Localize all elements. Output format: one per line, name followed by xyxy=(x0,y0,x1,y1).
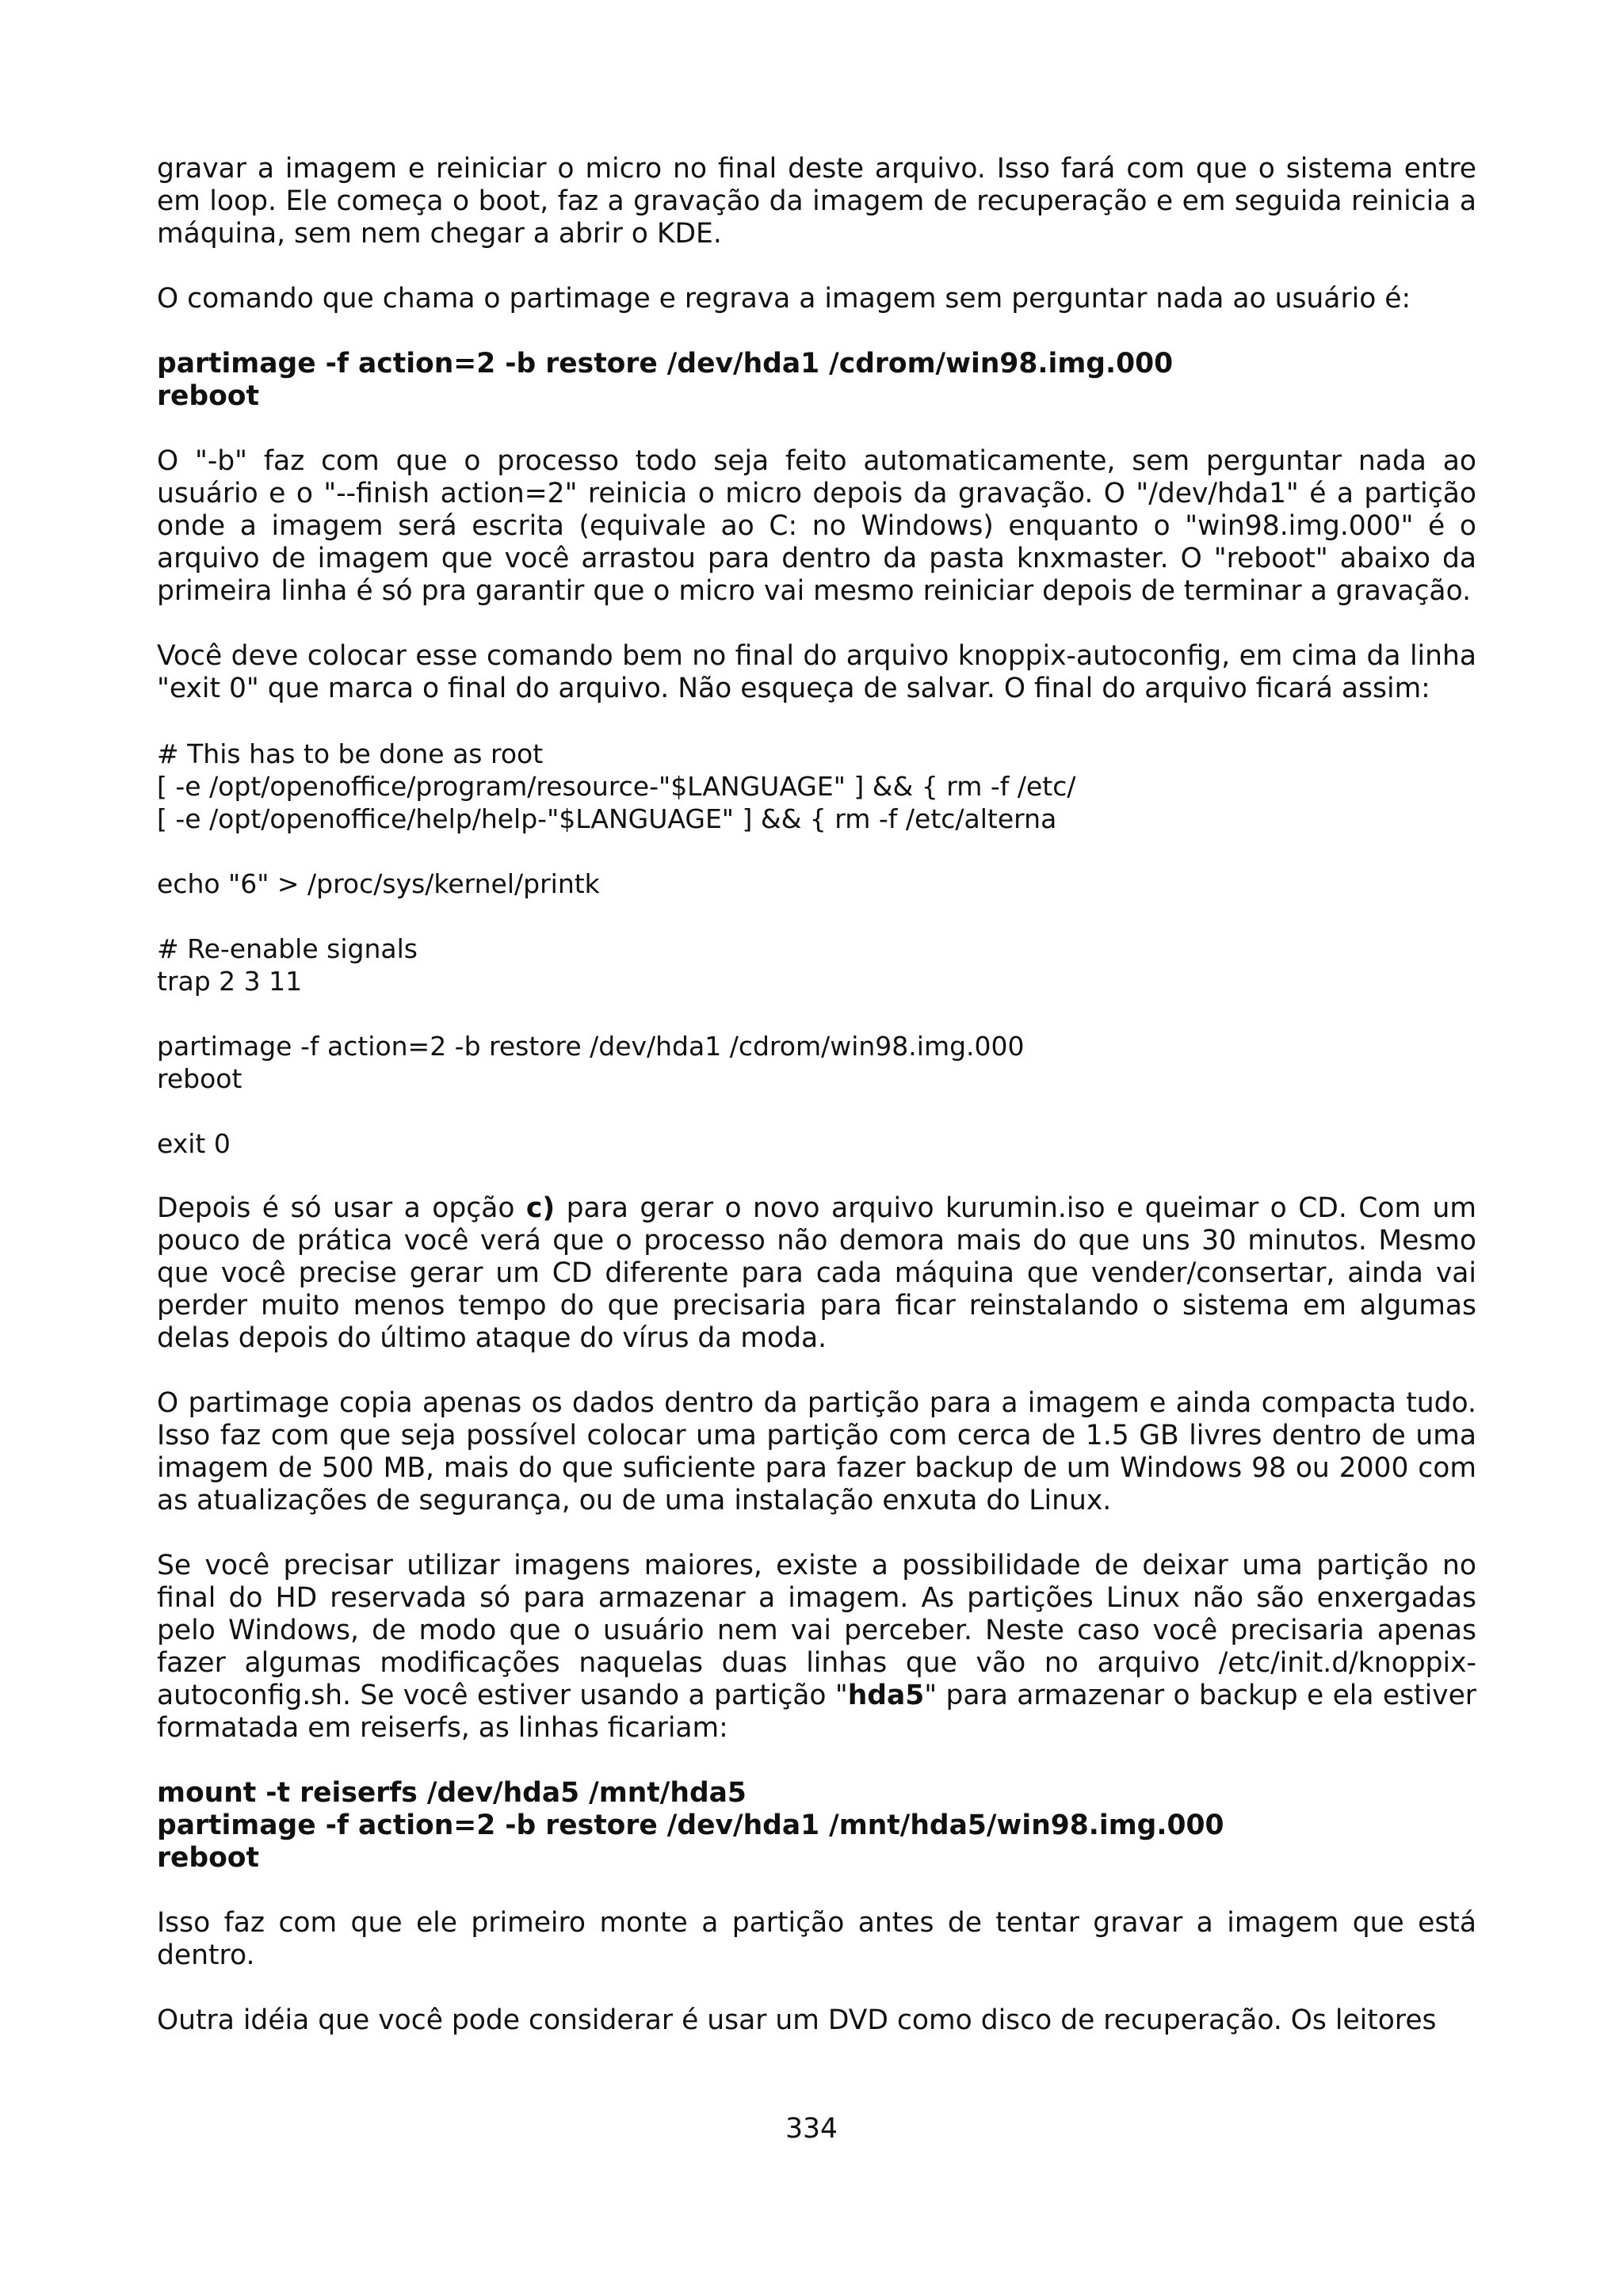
config-line: [ -e /opt/openoffice/program/resource-"$LANGUAGE" ] && { rm -f /etc/ xyxy=(157,771,1076,802)
config-line: [ -e /opt/openoffice/help/help-"$LANGUAGE" ] && { rm -f /etc/alterna xyxy=(157,803,1057,834)
config-line: reboot xyxy=(157,1063,242,1094)
config-line: partimage -f action=2 -b restore /dev/hda1 /cdrom/win98.img.000 xyxy=(157,1031,1025,1062)
paragraph-larger-images xyxy=(157,1550,1476,1745)
command-line: partimage -f action=2 -b restore /dev/hda1 /mnt/hda5/win98.img.000 xyxy=(157,1810,1224,1841)
config-block-exit xyxy=(157,1127,1476,1160)
option-c-bold: c) xyxy=(525,1192,556,1224)
config-line: trap 2 3 11 xyxy=(157,966,303,997)
paragraph-options-explained: O "-b" faz com que o processo todo seja feito automaticamente, sem perguntar nada ao usuário e o "--finish action=2" reinicia o micro depois da gravação. O "/dev/hda1" é a partição onde a imagem será escrita (equivale ao C: no Windows) enquanto o "win98.img.000" é o arquivo de imagem que você arrastou para dentro da pasta knxmaster. O "reboot" abaixo da primeira linha é só pra garantir que o micro vai mesmo reiniciar depois de terminar a gravação. xyxy=(157,445,1476,607)
paragraph-dvd-idea: Outra idéia que você pode considerar é usar um DVD como disco de recuperação. Os leitores xyxy=(157,2004,1437,2036)
text-run: " para armazenar o backup e ela estiver formatada em reiserfs, as linhas ficariam: xyxy=(157,1680,1476,1744)
config-line: # Re-enable signals xyxy=(157,933,418,964)
paragraph-generate-iso xyxy=(157,1192,1476,1355)
command-line: mount -t reiserfs /dev/hda5 /mnt/hda5 xyxy=(157,1777,747,1809)
config-line: echo "6" > /proc/sys/kernel/printk xyxy=(157,868,600,899)
command-line: partimage -f action=2 -b restore /dev/hda1 /cdrom/win98.img.000 xyxy=(157,348,1174,379)
command-block-mount xyxy=(157,1777,1476,1875)
config-block-printk xyxy=(157,868,1476,900)
text-run: para gerar o novo arquivo kurumin.iso e queimar o CD. Com um pouco de prática você verá que o processo não demora mais do que uns 30 minutos. Mesmo que você precise gerar um CD diferente para cada máquina que vender/consertar, ainda vai perder muito menos tempo do que precisaria para ficar reinstalando o sistema em algumas delas depois do último ataque do vírus da moda. xyxy=(157,1192,1476,1354)
command-line: reboot xyxy=(157,380,260,412)
text-run: Depois é só usar a opção xyxy=(157,1192,526,1224)
text-run: Se você precisar utilizar imagens maiores, existe a possibilidade de deixar uma partição no final do HD reservada só para armazenar a imagem. As partições Linux não são enxergadas pelo Windows, de modo que o usuário nem vai perceber. Neste caso você precisaria apenas fazer algumas modificações naquelas duas linhas que vão no arquivo /etc/init.d/knoppix-autoconfig.sh. Se você estiver usando a partição " xyxy=(157,1550,1476,1711)
paragraph-intro: gravar a imagem e reiniciar o micro no final deste arquivo. Isso fará com que o sistema entre em loop. Ele começa o boot, faz a gravação da imagem de recuperação e em seguida reinicia a máquina, sem nem chegar a abrir o KDE. xyxy=(157,153,1476,250)
command-line: reboot xyxy=(157,1842,260,1874)
config-block-signals xyxy=(157,933,1476,997)
document-body xyxy=(157,153,1476,2069)
config-block-partimage xyxy=(157,1030,1476,1095)
page-number: 334 xyxy=(785,2113,838,2145)
paragraph-command-intro: O comando que chama o partimage e regrava a imagem sem perguntar nada ao usuário é: xyxy=(157,283,1411,315)
paragraph-autoconfig: Você deve colocar esse comando bem no final do arquivo knoppix-autoconfig, em cima da linha "exit 0" que marca o final do arquivo. Não esqueça de salvar. O final do arquivo ficará assim: xyxy=(157,640,1476,704)
paragraph-mount-explained: Isso faz com que ele primeiro monte a partição antes de tentar gravar a imagem que está dentro. xyxy=(157,1907,1476,1971)
partition-hda5-bold: hda5 xyxy=(847,1680,925,1711)
config-block-root xyxy=(157,738,1476,835)
paragraph-partimage-compression: O partimage copia apenas os dados dentro da partição para a imagem e ainda compacta tudo. Isso faz com que seja possível colocar uma partição com cerca de 1.5 GB livres dentro de uma imagem de 500 MB, mais do que suficiente para fazer backup de um Windows 98 ou 2000 com as atualizações de segurança, ou de uma instalação enxuta do Linux. xyxy=(157,1387,1476,1516)
config-line: # This has to be done as root xyxy=(157,738,544,769)
command-block-restore xyxy=(157,348,1476,413)
config-line: exit 0 xyxy=(157,1128,231,1159)
